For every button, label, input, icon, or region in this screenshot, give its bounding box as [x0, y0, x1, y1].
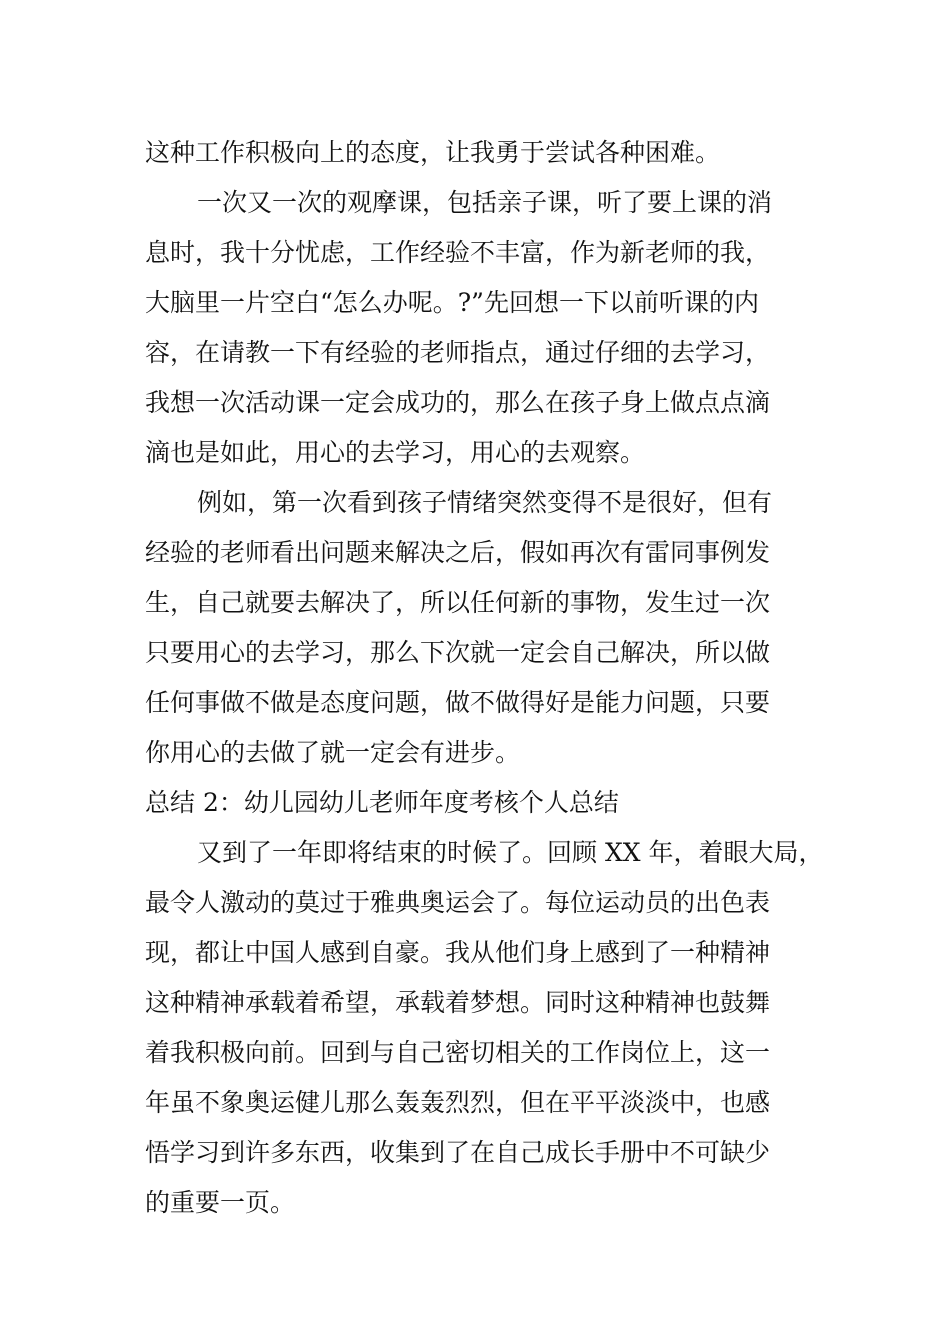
text-line: 一次又一次的观摩课，包括亲子课，听了要上课的消: [197, 188, 773, 217]
text-line: 大脑里一片空白“怎么办呢。?”先回想一下以前听课的内: [145, 288, 759, 317]
text-line: 年虽不象奥运健儿那么轰轰烈烈，但在平平淡淡中，也感: [145, 1088, 771, 1117]
text-line: 悟学习到许多东西，收集到了在自己成长手册中不可缺少: [145, 1138, 771, 1167]
text-line: 滴也是如此，用心的去学习，用心的去观察。: [145, 438, 646, 467]
document-body: [145, 128, 835, 1228]
text-line: 最令人激动的莫过于雅典奥运会了。每位运动员的出色表: [145, 888, 771, 917]
text-line: 生，自己就要去解决了，所以任何新的事物，发生过一次: [145, 588, 771, 617]
text-line: 这种工作积极向上的态度，让我勇于尝试各种困难。: [145, 138, 721, 167]
text-line: 的重要一页。: [145, 1188, 296, 1217]
text-line: 容，在请教一下有经验的老师指点，通过仔细的去学习，: [145, 338, 771, 367]
text-line: 只要用心的去学习，那么下次就一定会自己解决，所以做: [145, 638, 771, 667]
text-line: 这种精神承载着希望，承载着梦想。同时这种精神也鼓舞: [145, 988, 771, 1017]
text-line: 着我积极向前。回到与自己密切相关的工作岗位上，这一: [145, 1038, 771, 1067]
section-heading: 总结 2：幼儿园幼儿老师年度考核个人总结: [145, 788, 619, 817]
text-line: 任何事做不做是态度问题，做不做得好是能力问题，只要: [145, 688, 771, 717]
text-line: 现，都让中国人感到自豪。我从他们身上感到了一种精神: [145, 938, 771, 967]
text-line: 我想一次活动课一定会成功的，那么在孩子身上做点点滴: [145, 388, 771, 417]
text-line: 经验的老师看出问题来解决之后，假如再次有雷同事例发: [145, 538, 771, 567]
text-line: 你用心的去做了就一定会有进步。: [145, 738, 521, 767]
text-line: 又到了一年即将结束的时候了。回顾 XX 年，着眼大局，: [197, 838, 824, 867]
text-line: 例如，第一次看到孩子情绪突然变得不是很好，但有: [197, 488, 773, 517]
text-line: 息时，我十分忧虑，工作经验不丰富，作为新老师的我，: [145, 238, 771, 267]
